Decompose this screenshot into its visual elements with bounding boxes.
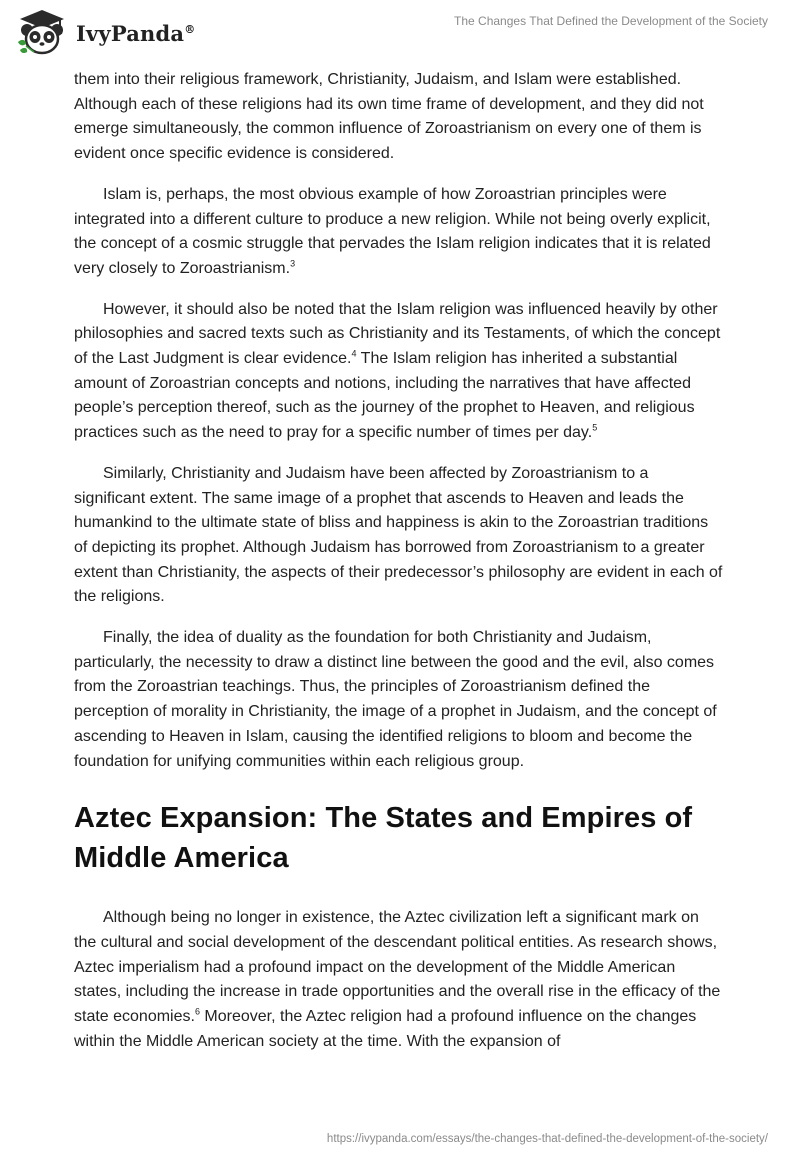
paragraph: Although being no longer in existence, the Aztec civilization left a significant mark on the cultural and social development of the descendant political entities. As research shows, Aztec imperialism had a profound impact on the development of the Middle American states, including the increase in trade opportunities and the overall rise in the efficacy of the state economies.$^6$ Moreover, the Aztec religion had a profound influence on the changes within the Middle American society at the time. With the expansion of [74,909,721,1050]
footnote-ref[interactable]: 3 [290,258,296,269]
paragraph: Islam is, perhaps, the most obvious example of how Zoroastrian principles were integrated into a different culture to produce a new religion. While not being overly explicit, the concept of a cosmic struggle that pervades the Islam religion indicates that it is related very closely to Zoroastrianism.$^3$ [74,185,711,277]
footnote-ref[interactable]: 6 [194,1006,200,1017]
paragraph: However, it should also be noted that the Islam religion was influenced heavily by other philosophies and sacred texts such as Christianity and its Testaments, of which the concept of the Last Judgment is clear evidence.$^4$ The Islam religion has inherited a substantial amount of Zoroastrian concepts and notions, including the narratives that have affected people’s perception thereof, such as the journey of the prophet to Heaven, and religious practices such as the need to pray for a specific number of times per day.$^5$ [74,300,721,442]
page-header [0,0,800,70]
ivypanda-logo[interactable] [14,8,195,58]
essay-body [74,68,724,1071]
paragraph: Similarly, Christianity and Judaism have been affected by Zoroastrianism to a significant extent. The same image of a prophet that ascends to Heaven and leads the humankind to the ultimate state of bliss and happiness is akin to the Zoroastrian traditions of depicting its prophet. Although Judaism has borrowed from Zoroastrianism to a greater extent than Christianity, the aspects of their predecessor’s philosophy are evident in each of the religions. [74,464,723,606]
paragraph: them into their religious framework, Christianity, Judaism, and Islam were established. Although each of these religions had its own time frame of development, and they did not emerge simultaneously, the common influence of Zoroastrianism on every one of them is evident once specific evidence is considered. [74,71,704,163]
section-heading: Aztec Expansion: The States and Empires of Middle America [74,802,693,875]
brand-name: IvyPanda® [76,20,196,46]
footnote-ref[interactable]: 5 [592,422,598,433]
source-url[interactable]: https://ivypanda.com/essays/the-changes-that-defined-the-development-of-the-society/ [326,1133,768,1145]
footnote-ref[interactable]: 4 [351,348,357,359]
document-title: The Changes That Defined the Development of the Society [454,14,768,28]
panda-icon [14,8,70,58]
paragraph: Finally, the idea of duality as the foundation for both Christianity and Judaism, particularly, the necessity to draw a distinct line between the good and the evil, also comes from the Zoroastrian teachings. Thus, the principles of Zoroastrianism defined the perception of morality in Christianity, the image of a prophet in Judaism, and the concept of ascending to Heaven in Islam, causing the identified religions to bloom and become the foundation for unifying communities within each religious group. [74,629,717,770]
registered-mark: ® [184,22,196,36]
